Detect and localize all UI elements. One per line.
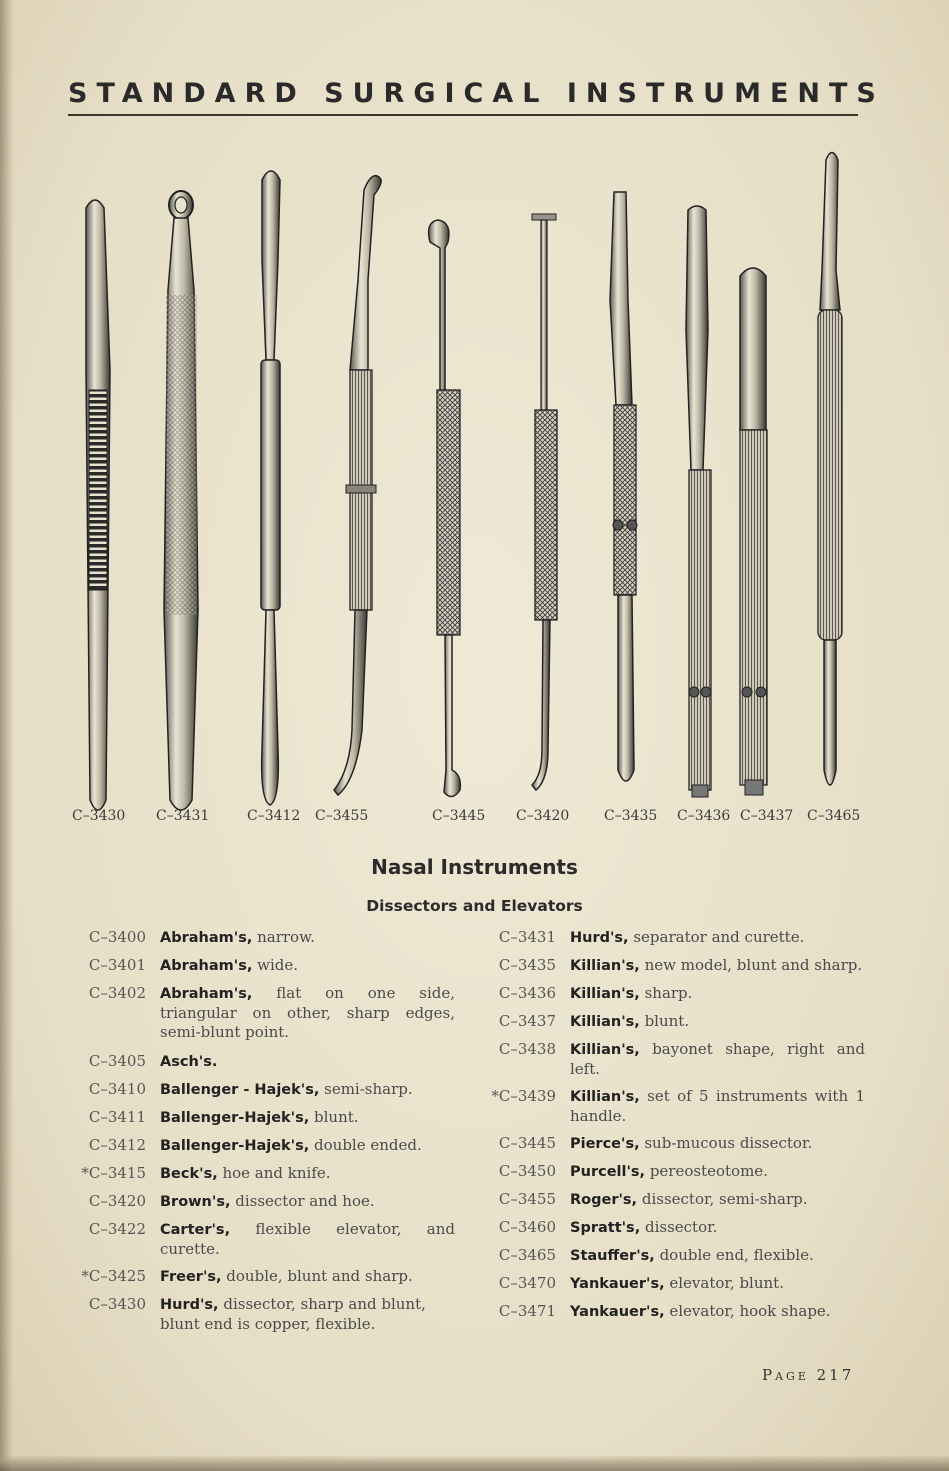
item-name: Roger's, bbox=[570, 1192, 638, 1208]
list-item bbox=[480, 984, 865, 1004]
list-item bbox=[480, 1218, 865, 1238]
section-subtitle: Dissectors and Elevators bbox=[366, 897, 583, 915]
item-code: C–3437 bbox=[498, 1012, 556, 1030]
item-code: C–3410 bbox=[88, 1080, 146, 1098]
item-name: Spratt's, bbox=[570, 1220, 641, 1236]
item-code: C–3455 bbox=[498, 1190, 556, 1208]
item-code: C–3401 bbox=[88, 956, 146, 974]
item-description: hoe and knife. bbox=[217, 1164, 331, 1182]
item-description: double ended. bbox=[309, 1136, 422, 1154]
list-item bbox=[480, 1190, 865, 1210]
instrument-label: C–3445 bbox=[432, 808, 486, 824]
item-description: bayonet shape, right and left. bbox=[570, 1040, 865, 1078]
instrument-c3445 bbox=[429, 220, 461, 797]
item-description: semi-sharp. bbox=[319, 1080, 413, 1098]
list-item bbox=[480, 1274, 865, 1294]
list-item bbox=[480, 1012, 865, 1032]
item-description: new model, blunt and sharp. bbox=[639, 956, 863, 974]
list-item bbox=[480, 956, 865, 976]
item-code: C–3435 bbox=[498, 956, 556, 974]
instrument-c3436 bbox=[686, 206, 711, 797]
item-code: C–3411 bbox=[88, 1108, 146, 1126]
item-description: narrow. bbox=[252, 928, 315, 946]
item-description: sharp. bbox=[639, 984, 693, 1002]
instrument-c3455 bbox=[334, 176, 381, 795]
item-name: Brown's, bbox=[160, 1194, 231, 1210]
item-name: Hurd's, bbox=[570, 930, 629, 946]
right-column bbox=[480, 928, 865, 1330]
item-name: Killian's, bbox=[570, 1089, 640, 1105]
item-name: Freer's, bbox=[160, 1269, 222, 1285]
instrument-label: C–3435 bbox=[604, 808, 658, 824]
item-code: C–3405 bbox=[88, 1052, 146, 1070]
left-column bbox=[70, 928, 455, 1342]
list-item bbox=[480, 1162, 865, 1182]
item-name: Killian's, bbox=[570, 986, 640, 1002]
item-name: Killian's, bbox=[570, 1014, 640, 1030]
list-item bbox=[70, 1220, 455, 1259]
list-item bbox=[70, 1295, 455, 1334]
item-name: Ballenger-Hajek's, bbox=[160, 1110, 310, 1126]
item-name: Abraham's, bbox=[160, 986, 253, 1002]
item-code: C–3412 bbox=[88, 1136, 146, 1154]
item-description: wide. bbox=[252, 956, 298, 974]
item-code: C–3465 bbox=[498, 1246, 556, 1264]
instrument-c3465 bbox=[818, 153, 842, 786]
item-name: Hurd's, bbox=[160, 1297, 219, 1313]
list-item bbox=[480, 1246, 865, 1266]
list-item bbox=[70, 984, 455, 1042]
list-item bbox=[480, 928, 865, 948]
page-number: Page 217 bbox=[762, 1366, 855, 1384]
list-item bbox=[480, 1134, 865, 1154]
list-item bbox=[480, 1087, 865, 1126]
list-item bbox=[70, 1108, 455, 1128]
instrument-label: C–3420 bbox=[516, 808, 570, 824]
item-name: Killian's, bbox=[570, 958, 640, 974]
item-description: flexible elevator, and curette. bbox=[160, 1220, 455, 1258]
item-code: *C–3425 bbox=[81, 1267, 146, 1285]
instrument-label: C–3412 bbox=[247, 808, 301, 824]
item-name: Pierce's, bbox=[570, 1136, 640, 1152]
item-description: blunt. bbox=[639, 1012, 690, 1030]
item-description: elevator, hook shape. bbox=[664, 1302, 831, 1320]
instrument-label: C–3437 bbox=[740, 808, 794, 824]
item-description: blunt. bbox=[309, 1108, 359, 1126]
page-header-title: STANDARD SURGICAL INSTRUMENTS bbox=[68, 78, 885, 109]
bottom-edge bbox=[0, 1455, 949, 1471]
item-description: separator and curette. bbox=[628, 928, 805, 946]
instrument-c3420 bbox=[532, 214, 557, 790]
list-item bbox=[70, 1267, 455, 1287]
instrument-label: C–3436 bbox=[677, 808, 731, 824]
item-description: dissector and hoe. bbox=[230, 1192, 375, 1210]
item-code: C–3431 bbox=[498, 928, 556, 946]
item-code: C–3445 bbox=[498, 1134, 556, 1152]
item-name: Stauffer's, bbox=[570, 1248, 655, 1264]
list-item bbox=[480, 1302, 865, 1322]
list-item bbox=[70, 1164, 455, 1184]
item-description: double end, flexible. bbox=[654, 1246, 814, 1264]
item-code: C–3422 bbox=[88, 1220, 146, 1238]
item-name: Purcell's, bbox=[570, 1164, 646, 1180]
section-title: Nasal Instruments bbox=[371, 855, 578, 879]
item-name: Abraham's, bbox=[160, 930, 253, 946]
instrument-label: C–3430 bbox=[72, 808, 126, 824]
item-description: dissector, sharp and blunt, blunt end is copper, flexible. bbox=[160, 1295, 426, 1333]
item-description: flat on one side, triangular on other, sharp edges, semi-blunt point. bbox=[160, 984, 455, 1041]
instrument-c3431 bbox=[164, 191, 198, 810]
item-name: Abraham's, bbox=[160, 958, 253, 974]
item-code: C–3460 bbox=[498, 1218, 556, 1236]
item-code: C–3438 bbox=[498, 1040, 556, 1058]
instrument-label: C–3431 bbox=[156, 808, 210, 824]
item-code: C–3430 bbox=[88, 1295, 146, 1313]
item-description: dissector, semi-sharp. bbox=[637, 1190, 808, 1208]
list-item bbox=[480, 1040, 865, 1079]
instrument-c3412 bbox=[261, 171, 280, 805]
item-code: C–3436 bbox=[498, 984, 556, 1002]
list-item bbox=[70, 928, 455, 948]
item-code: *C–3415 bbox=[81, 1164, 146, 1182]
item-description: elevator, blunt. bbox=[664, 1274, 784, 1292]
list-item bbox=[70, 1080, 455, 1100]
item-name: Killian's, bbox=[570, 1042, 640, 1058]
instrument-label: C–3455 bbox=[315, 808, 369, 824]
item-description: pereosteotome. bbox=[645, 1162, 768, 1180]
item-description: double, blunt and sharp. bbox=[221, 1267, 413, 1285]
header-rule bbox=[68, 114, 858, 116]
instrument-illustrations bbox=[0, 130, 949, 820]
list-item bbox=[70, 956, 455, 976]
item-code: C–3420 bbox=[88, 1192, 146, 1210]
item-code: *C–3439 bbox=[491, 1087, 556, 1105]
item-name: Carter's, bbox=[160, 1222, 231, 1238]
instrument-c3435 bbox=[610, 192, 637, 781]
instrument-label: C–3465 bbox=[807, 808, 861, 824]
item-code: C–3470 bbox=[498, 1274, 556, 1292]
item-description: sub-mucous dissector. bbox=[639, 1134, 813, 1152]
instrument-c3437 bbox=[740, 268, 767, 795]
item-name: Ballenger - Hajek's, bbox=[160, 1082, 320, 1098]
item-code: C–3402 bbox=[88, 984, 146, 1002]
list-item bbox=[70, 1136, 455, 1156]
list-item bbox=[70, 1192, 455, 1212]
item-code: C–3450 bbox=[498, 1162, 556, 1180]
item-name: Yankauer's, bbox=[570, 1276, 665, 1292]
instrument-labels bbox=[0, 808, 949, 832]
item-name: Asch's. bbox=[160, 1054, 218, 1070]
list-item bbox=[70, 1052, 455, 1072]
item-name: Yankauer's, bbox=[570, 1304, 665, 1320]
item-description: set of 5 instruments with 1 handle. bbox=[570, 1087, 865, 1125]
item-code: C–3471 bbox=[498, 1302, 556, 1320]
instrument-c3430 bbox=[86, 200, 110, 810]
item-code: C–3400 bbox=[88, 928, 146, 946]
item-name: Beck's, bbox=[160, 1166, 218, 1182]
item-name: Ballenger-Hajek's, bbox=[160, 1138, 310, 1154]
item-description: dissector. bbox=[640, 1218, 718, 1236]
